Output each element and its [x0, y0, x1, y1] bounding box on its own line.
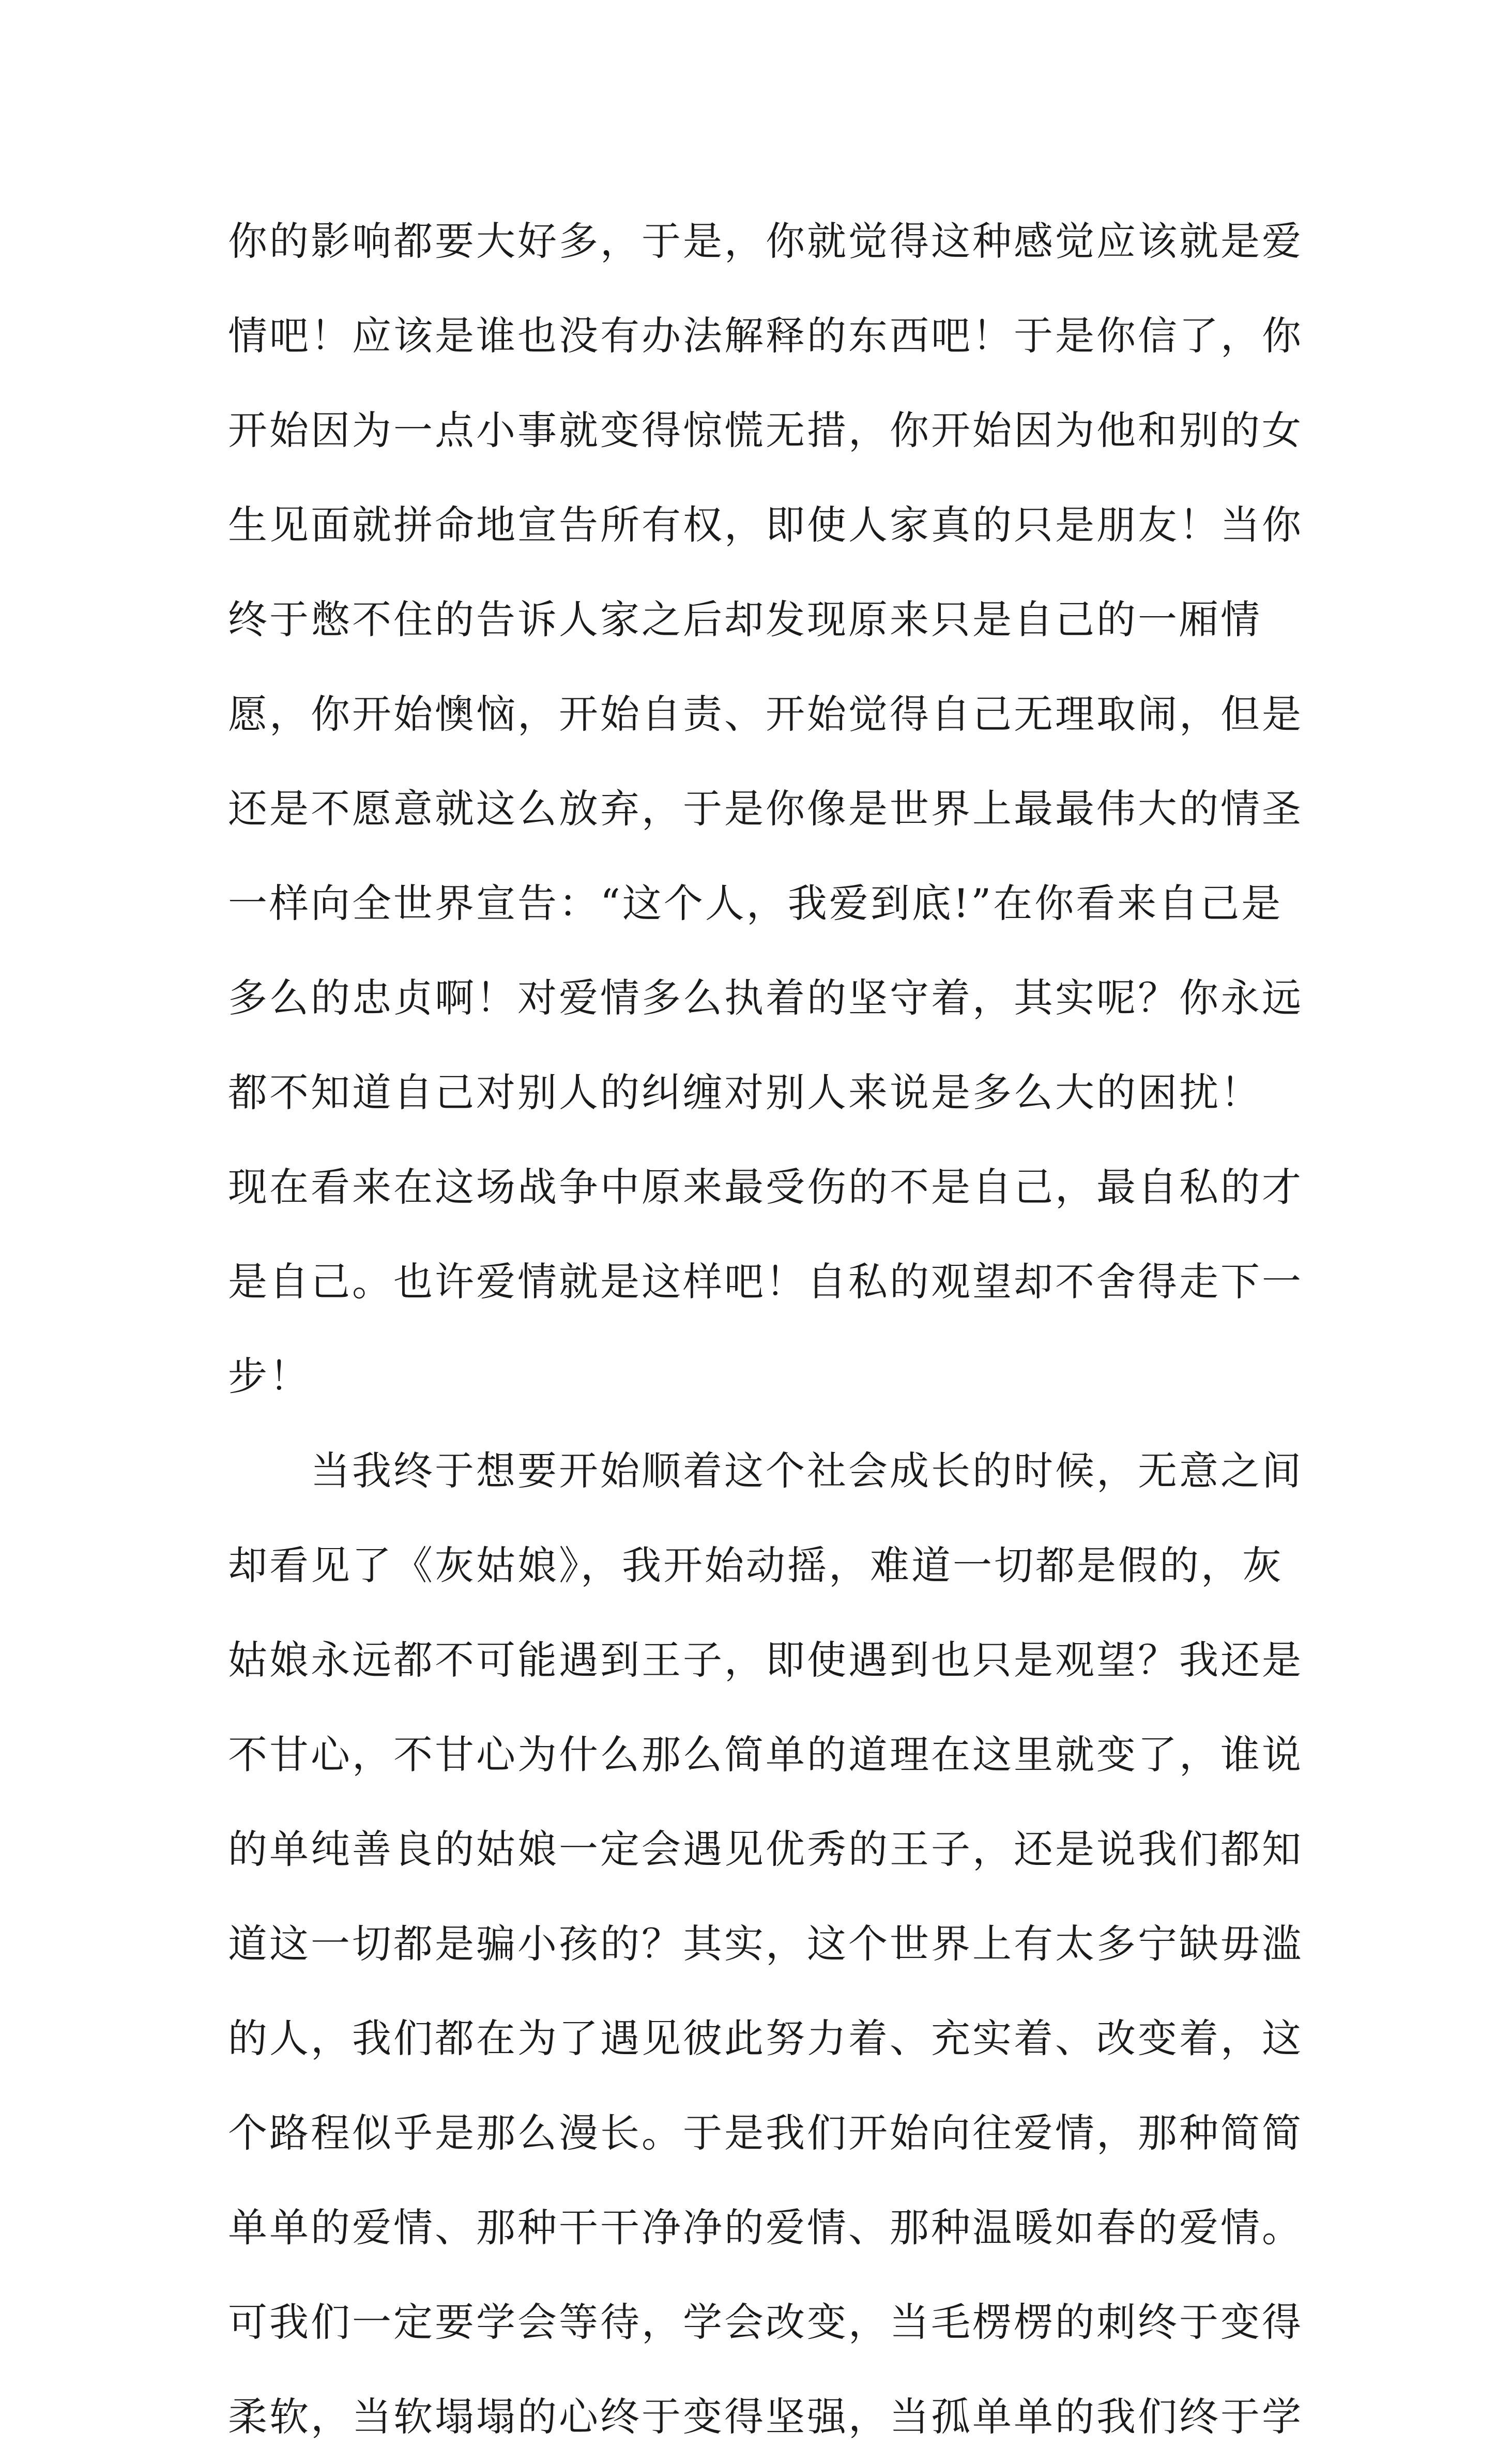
text-line: 步！	[228, 1353, 311, 1399]
text-line: 不甘心，不甘心为什么那么简单的道理在这里就变了，谁说	[228, 1732, 1303, 1778]
text-line: 愿，你开始懊恼，开始自责、开始觉得自己无理取闹，但是	[228, 691, 1303, 737]
text-line: 的人，我们都在为了遇见彼此努力着、充实着、改变着，这	[228, 2015, 1303, 2061]
text-line: 道这一切都是骗小孩的？其实，这个世界上有太多宁缺毋滥	[228, 1921, 1303, 1967]
text-line: 现在看来在这场战争中原来最受伤的不是自己，最自私的才	[228, 1164, 1303, 1210]
text-line: 的单纯善良的姑娘一定会遇见优秀的王子，还是说我们都知	[228, 1826, 1303, 1872]
text-line: 单单的爱情、那种干干净净的爱情、那种温暖如春的爱情。	[228, 2205, 1303, 2251]
text-line: 情吧！应该是谁也没有办法解释的东西吧！于是你信了，你	[228, 313, 1303, 359]
text-line: 柔软，当软塌塌的心终于变得坚强，当孤单单的我们终于学	[228, 2394, 1303, 2440]
text-line: 一样向全世界宣告：“这个人，我爱到底!”在你看来自己是	[228, 880, 1283, 926]
paragraph-first-line: 当我终于想要开始顺着这个社会成长的时候，无意之间	[311, 1448, 1303, 1494]
text-line: 你的影响都要大好多，于是，你就觉得这种感觉应该就是爱	[228, 218, 1303, 264]
body-text	[228, 194, 1303, 2464]
text-line: 开始因为一点小事就变得惊慌无措，你开始因为他和别的女	[228, 407, 1303, 453]
text-line: 生见面就拼命地宣告所有权，即使人家真的只是朋友！当你	[228, 502, 1303, 548]
text-line: 姑娘永远都不可能遇到王子，即使遇到也只是观望？我还是	[228, 1637, 1303, 1683]
text-line: 多么的忠贞啊！对爱情多么执着的坚守着，其实呢？你永远	[228, 975, 1303, 1021]
text-line: 还是不愿意就这么放弃，于是你像是世界上最最伟大的情圣	[228, 786, 1303, 832]
text-line: 却看见了《灰姑娘》，我开始动摇，难道一切都是假的，灰	[228, 1542, 1284, 1588]
text-line: 都不知道自己对别人的纠缠对别人来说是多么大的困扰！	[228, 1069, 1262, 1115]
text-line: 是自己。也许爱情就是这样吧！自私的观望却不舍得走下一	[228, 1259, 1303, 1305]
text-line: 终于憋不住的告诉人家之后却发现原来只是自己的一厢情	[228, 596, 1262, 642]
text-line: 个路程似乎是那么漫长。于是我们开始向往爱情，那种简简	[228, 2110, 1303, 2156]
text-line: 可我们一定要学会等待，学会改变，当毛楞楞的刺终于变得	[228, 2299, 1303, 2345]
